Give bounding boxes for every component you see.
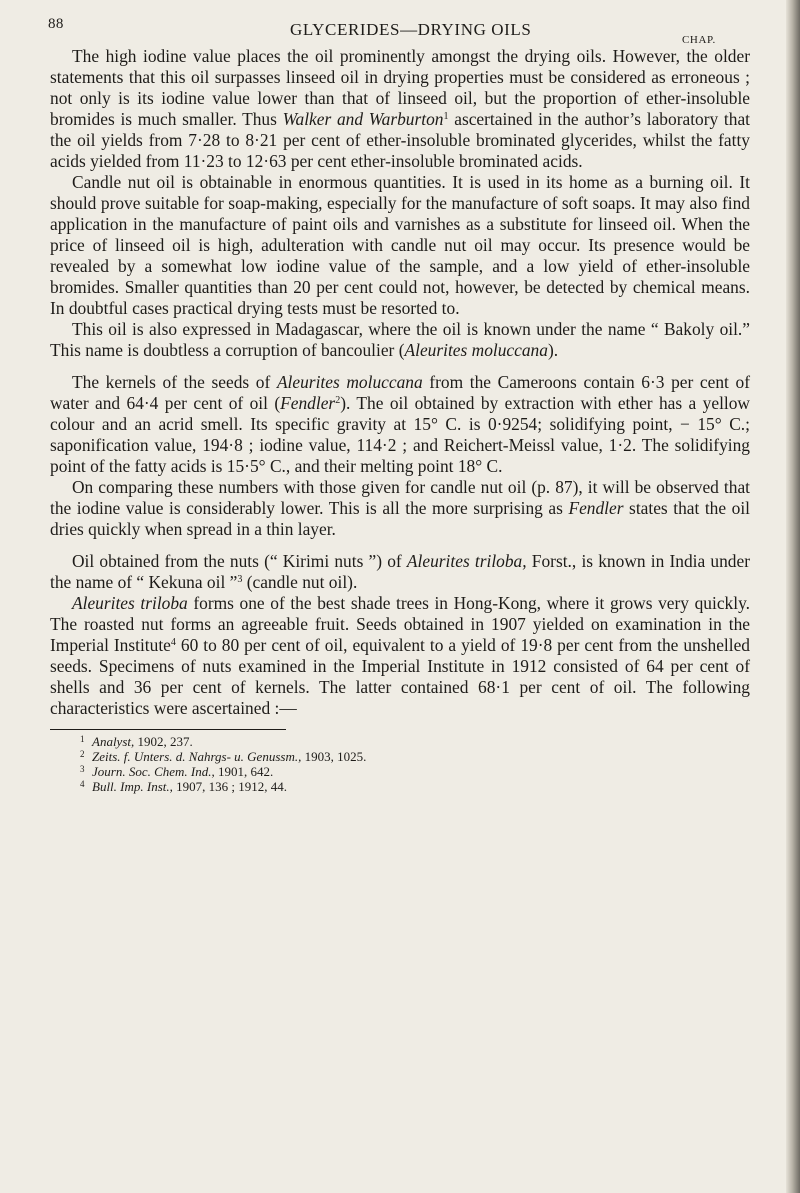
- italic-run: Bull. Imp. Inst.,: [92, 779, 173, 794]
- text-run: 1902, 237.: [134, 734, 193, 749]
- italic-run: Zeits. f. Unters. d. Nahrgs- u. Genussm.,: [92, 749, 302, 764]
- paragraph-p7: [50, 593, 750, 719]
- book-spine-shadow: [786, 0, 800, 1193]
- footnote-3: [80, 764, 750, 779]
- footnote-rule: [50, 729, 286, 730]
- italic-run: Aleurites moluccana: [404, 340, 548, 360]
- paragraph-p5: [50, 477, 750, 540]
- page-number: 88: [48, 16, 64, 32]
- italic-run: Aleurites moluccana: [276, 372, 423, 392]
- footnote-ref: 2: [335, 395, 341, 406]
- footnote-number: 3: [80, 764, 85, 774]
- paragraph-p2: [50, 172, 750, 319]
- chapter-label: CHAP.: [682, 34, 716, 46]
- footnotes: [50, 734, 750, 794]
- running-title: GLYCERIDES—DRYING OILS: [290, 20, 532, 39]
- text-run: 1907, 136 ; 1912, 44.: [172, 779, 288, 794]
- text-run: ).: [547, 340, 559, 360]
- italic-run: Fendler: [568, 498, 624, 518]
- italic-run: Aleurites triloba: [72, 593, 188, 613]
- book-page: [50, 10, 750, 1180]
- text-run: The kernels of the seeds of: [72, 372, 277, 392]
- text-run: 60 to 80 per cent of oil, equivalent to a yield of 19·8 per cent from the unshelled seeds. Specimens of nuts examined in the Imperial Institute in 1912 consisted of 64 per cent of shells and 36 per cent of kernels. The latter contained 68·1 per cent of oil. The following characteristics were ascertained :—: [50, 635, 750, 718]
- text-run: states that the oil dries quickly when spread in a thin layer.: [50, 498, 750, 539]
- footnote-ref: 3: [237, 574, 243, 585]
- italic-run: Journ. Soc. Chem. Ind.,: [92, 764, 215, 779]
- footnote-1: [80, 734, 750, 749]
- text-run: Oil obtained from the nuts (“ Kirimi nuts ”) of: [72, 551, 407, 571]
- text-run: This oil is also expressed in Madagascar, where the oil is known under the name “ Bakoly oil.” This name is doubtless a corruption of bancoulier (: [50, 319, 750, 360]
- footnote-ref: 1: [443, 111, 449, 122]
- text-run: On comparing these numbers with those given for candle nut oil (p. 87), it will be observed that the iodine value is considerably lower. This is all the more surprising as: [50, 477, 750, 518]
- text-run: ). The oil obtained by extraction with ether has a yellow colour and an acrid smell. Its specific gravity at 15° C. is 0·9254; solidifying point, − 15° C.; saponification value, 194·8 ; iodine value, 114·2 ; and Reichert-Meissl value, 1·2. The solidifying point of the fatty acids is 15·5° C., and their melting point 18° C.: [50, 393, 750, 476]
- italic-run: Walker and Warburton: [282, 109, 444, 129]
- text-run: Candle nut oil is obtainable in enormous quantities. It is used in its home as a burning oil. It should prove suitable for soap-making, especially for the manufacture of soft soaps. It may also find application in the manufacture of paint oils and varnishes as a substitute for linseed oil. When the price of linseed oil is high, adulteration with candle nut oil may occur. Its presence would be revealed by a somewhat low iodine value of the sample, and a low yield of ether-insoluble bromides. Smaller quantities than 20 per cent could not, however, be detected by chemical means. In doubtful cases practical drying tests must be resorted to.: [50, 172, 750, 318]
- body-text: [50, 46, 750, 719]
- text-run: 1903, 1025.: [301, 749, 367, 764]
- text-run: from the Cameroons contain 6·3 per cent of water and 64·4 per cent of oil (: [50, 372, 750, 413]
- footnote-number: 4: [80, 779, 85, 789]
- paragraph-p1: [50, 46, 750, 172]
- italic-run: Analyst,: [92, 734, 135, 749]
- footnote-ref: 4: [170, 637, 176, 648]
- paragraph-p4: [50, 372, 750, 477]
- text-run: The high iodine value places the oil prominently amongst the drying oils. However, the older statements that this oil surpasses linseed oil in drying properties must be considered as erroneous ; not only is its iodine value lower than that of linseed oil, but the proportion of ether-insoluble bromides is much smaller. Thus: [50, 46, 750, 129]
- text-run: Forst., is known in India under the name of “ Kekuna oil ”: [50, 551, 750, 592]
- footnote-2: [80, 749, 750, 764]
- text-run: ascertained in the author’s laboratory that the oil yields from 7·28 to 8·21 per cent of ether-insoluble brominated glycerides, whilst the fatty acids yielded from 11·23 to 12·63 per cent ether-insoluble brominated acids.: [50, 109, 751, 171]
- footnote-number: 1: [80, 734, 85, 744]
- italic-run: Fendler: [280, 393, 336, 413]
- paragraph-p3: [50, 319, 750, 361]
- italic-run: Aleurites triloba,: [406, 551, 527, 571]
- footnote-number: 2: [80, 749, 85, 759]
- text-run: 1901, 642.: [214, 764, 274, 779]
- footnote-4: [80, 779, 750, 794]
- text-run: (candle nut oil).: [242, 572, 358, 592]
- paragraph-p6: [50, 551, 750, 593]
- running-header: [50, 10, 750, 46]
- text-run: forms one of the best shade trees in Hong-Kong, where it grows very quickly. The roasted nut forms an agreeable fruit. Seeds obtained in 1907 yielded on examination in the Imperial Institute: [50, 593, 750, 655]
